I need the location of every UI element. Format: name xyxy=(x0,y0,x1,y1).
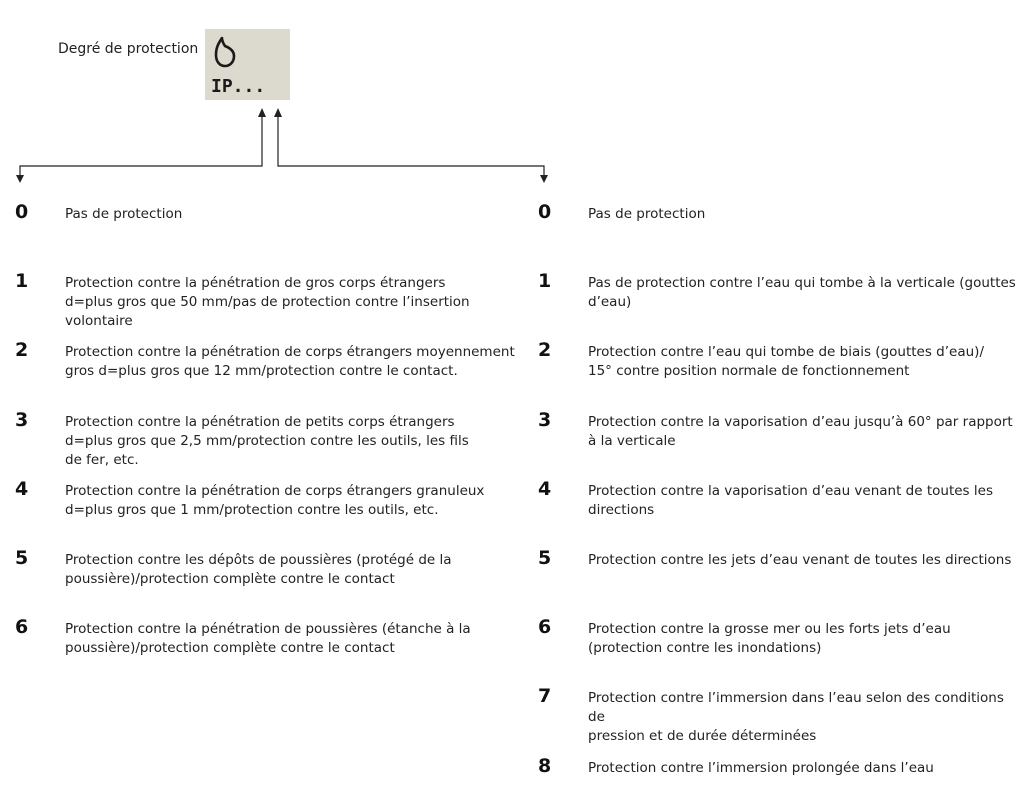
description-line: Protection contre les dépôts de poussières (protégé de la xyxy=(65,552,452,568)
first-description-1 xyxy=(65,274,470,331)
description-line: Protection contre la pénétration de petits corps étrangers xyxy=(65,414,455,430)
down-arrow-left xyxy=(16,175,24,183)
second-description-1 xyxy=(588,274,1016,312)
first-digit-6: 6 xyxy=(15,616,29,638)
description-line: à la verticale xyxy=(588,433,676,449)
first-description-0 xyxy=(65,205,182,224)
up-arrow-right xyxy=(274,108,282,117)
ip-code: IP... xyxy=(211,76,266,97)
right-connector-line xyxy=(278,115,544,176)
second-digit-8: 8 xyxy=(538,755,552,777)
description-line: poussière)/protection complète contre le contact xyxy=(65,571,395,587)
second-description-6 xyxy=(588,620,951,658)
first-digit-3: 3 xyxy=(15,409,29,431)
description-line: volontaire xyxy=(65,313,133,329)
first-description-5 xyxy=(65,551,452,589)
first-digit-0: 0 xyxy=(15,201,29,223)
second-description-2 xyxy=(588,343,984,381)
first-description-4 xyxy=(65,482,484,520)
description-line: Pas de protection contre l’eau qui tombe à la verticale (gouttes xyxy=(588,275,1016,291)
second-digit-2: 2 xyxy=(538,339,552,361)
description-line: Protection contre l’eau qui tombe de biais (gouttes d’eau)/ xyxy=(588,344,984,360)
down-arrow-right xyxy=(540,175,548,183)
first-description-2 xyxy=(65,343,515,381)
description-line: directions xyxy=(588,502,655,518)
description-line: d=plus gros que 50 mm/pas de protection contre l’insertion xyxy=(65,294,470,310)
second-description-5 xyxy=(588,551,1011,570)
description-line: Protection contre la pénétration de poussières (étanche à la xyxy=(65,621,471,637)
degree-of-protection-label: Degré de protection xyxy=(58,41,199,57)
description-line: Pas de protection xyxy=(588,206,706,222)
second-digit-1: 1 xyxy=(538,270,552,292)
first-description-3 xyxy=(65,413,469,470)
second-description-7 xyxy=(588,689,1024,746)
description-line: Protection contre la pénétration de corps étrangers moyennement xyxy=(65,344,515,360)
up-arrow-left xyxy=(258,108,266,117)
second-description-8 xyxy=(588,759,934,778)
left-connector-line xyxy=(20,115,262,176)
description-line: poussière)/protection complète contre le contact xyxy=(65,640,395,656)
description-line: d=plus gros que 2,5 mm/protection contre les outils, les fils xyxy=(65,433,469,449)
first-digit-1: 1 xyxy=(15,270,29,292)
description-line: Protection contre l’immersion prolongée dans l’eau xyxy=(588,760,934,776)
description-line: Pas de protection xyxy=(65,206,183,222)
second-description-4 xyxy=(588,482,993,520)
description-line: (protection contre les inondations) xyxy=(588,640,822,656)
description-line: Protection contre l’immersion dans l’eau selon des conditions de xyxy=(588,690,1004,725)
description-line: 15° contre position normale de fonctionnement xyxy=(588,363,910,379)
connector-arrows xyxy=(0,0,1024,200)
description-line: Protection contre la pénétration de gros corps étrangers xyxy=(65,275,446,291)
second-digit-3: 3 xyxy=(538,409,552,431)
second-description-3 xyxy=(588,413,1013,451)
description-line: Protection contre la vaporisation d’eau jusqu’à 60° par rapport xyxy=(588,414,1013,430)
description-line: Protection contre la grosse mer ou les forts jets d’eau xyxy=(588,621,951,637)
second-digit-6: 6 xyxy=(538,616,552,638)
description-line: Protection contre la vaporisation d’eau venant de toutes les xyxy=(588,483,993,499)
second-digit-5: 5 xyxy=(538,547,552,569)
description-line: d’eau) xyxy=(588,294,632,310)
description-line: d=plus gros que 1 mm/protection contre les outils, etc. xyxy=(65,502,439,518)
first-digit-5: 5 xyxy=(15,547,29,569)
description-line: Protection contre la pénétration de corps étrangers granuleux xyxy=(65,483,485,499)
second-digit-7: 7 xyxy=(538,685,552,707)
description-line: pression et de durée déterminées xyxy=(588,728,817,744)
first-digit-2: 2 xyxy=(15,339,29,361)
second-digit-4: 4 xyxy=(538,478,552,500)
description-line: gros d=plus gros que 12 mm/protection contre le contact. xyxy=(65,363,458,379)
second-description-0 xyxy=(588,205,705,224)
second-digit-0: 0 xyxy=(538,201,552,223)
first-description-6 xyxy=(65,620,471,658)
first-digit-4: 4 xyxy=(15,478,29,500)
description-line: de fer, etc. xyxy=(65,452,139,468)
description-line: Protection contre les jets d’eau venant de toutes les directions xyxy=(588,552,1012,568)
